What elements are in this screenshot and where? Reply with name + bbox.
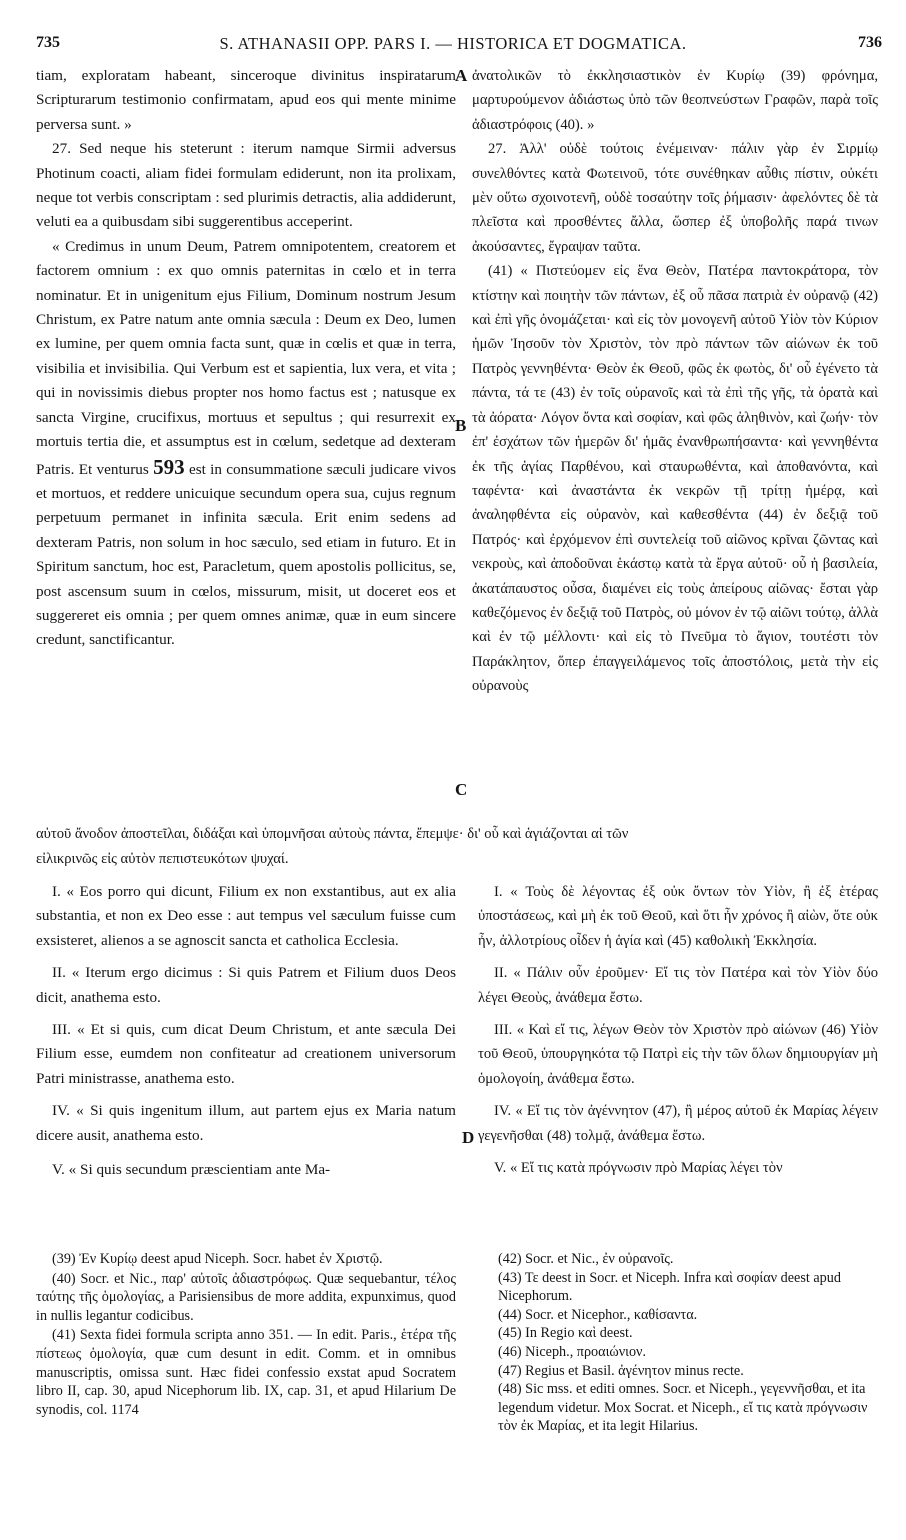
greek-anathema-2: II. « Πάλιν οὖν ἐροῦμεν· Εἴ τις τὸν Πατέρα καὶ τὸν Υἱὸν δύο λέγει Θεοὺς, ἀνάθεμα ἔστω.: [478, 965, 878, 1006]
page-header: [0, 34, 906, 60]
latin-creed: [36, 235, 456, 653]
footnote: (48) Sic mss. et editi omnes. Socr. et Niceph., γεγεννῆσθαι, et ita legendum videtur. Mox Socrat. et Niceph., εἴ τις κατὰ πρόγνωσιν τὸν ἐκ Μαρίας, et ita legit Hilarius.: [498, 1381, 868, 1435]
margin-marker-d: D: [462, 1128, 475, 1147]
greek-anathemas: [478, 880, 878, 1180]
running-title: S. ATHANASII OPP. PARS I. — HISTORICA ET DOGMATICA.: [219, 34, 687, 53]
greek-anathema-3: III. « Καὶ εἴ τις, λέγων Θεὸν τὸν Χριστὸν πρὸ αἰώνων (46) Υἱὸν τοῦ Θεοῦ, ὑπουργηκότα τῷ Πατρὶ εἰς τὴν τῶν ὅλων δημιουργίαν μὴ ὁμολογοίη, ἀνάθεμα ἔστω.: [478, 1022, 878, 1087]
footnote: (42) Socr. et Nic., ἐν οὐρανοῖς.: [498, 1251, 674, 1267]
greek-column-upper: [472, 64, 878, 699]
footnote: (43) Τε deest in Socr. et Niceph. Infra καὶ σοφίαν deest apud Nicephorum.: [498, 1269, 841, 1305]
latin-paragraph: tiam, exploratam habeant, sinceroque divinitus inspiratarum Scripturarum testimonio confirmatam, apud eos qui mente minime perversa sunt. »: [36, 67, 456, 133]
greek-creed: (41) « Πιστεύομεν εἰς ἕνα Θεὸν, Πατέρα παντοκράτορα, τὸν κτίστην καὶ ποιητὴν τῶν πάντων, ἐξ οὗ πᾶσα πατριὰ ἐν οὐρανῷ (42) καὶ ἐπὶ γῆς ὀνομάζεται· καὶ εἰς τὸν μονογενῆ αὐτοῦ Υἱὸν τὸν Κύριον ἡμῶν Ἰησοῦν τὸν Χριστὸν, τὸν πρὸ πάντων τῶν αἰώνων ἐκ τοῦ Πατρὸς γεννηθέντα· Θεὸν ἐκ Θεοῦ, φῶς ἐκ φωτὸς, δι' οὗ ἐγένετο τὰ πάντα, τά τε (43) ἐν τοῖς οὐρανοῖς καὶ τὰ ἐπὶ τῆς γῆς, τὰ ὁρατὰ καὶ τὰ ἀόρατα· Λόγον ὄντα καὶ σοφίαν, καὶ φῶς ἀληθινὸν, καὶ ζωήν· τὸν ἐπ' ἐσχάτων τῶν ἡμερῶν δι' ἡμᾶς ἐνανθρωπήσαντα· καὶ γεννηθέντα ἐκ τῆς ἁγίας Παρθένου, καὶ σταυρωθέντα, καὶ ἀποθανόντα, καὶ ταφέντα· καὶ ἀναστάντα ἐκ νεκρῶν τῇ τρίτῃ ἡμέρᾳ, καὶ ἀναληφθέντα εἰς οὐρανὸν, καὶ καθεσθέντα (44) ἐν δεξιᾷ τοῦ Πατρός· καὶ ἐρχόμενον ἐπὶ συντελείᾳ τοῦ αἰῶνος κρῖναι ζῶντας καὶ νεκροὺς, καὶ ἀποδοῦναι ἑκάστῳ κατὰ τὰ ἔργα αὐτοῦ· οὗ ἡ βασιλεία, ἀκατάπαυστος οὖσα, διαμένει εἰς τοὺς ἀπείρους αἰῶνας· ἔσται γὰρ καθεζόμενος ἐν δεξιᾷ τοῦ Πατρὸς, οὐ μόνον ἐν τῷ αἰῶνι τούτῳ, ἀλλὰ καὶ ἐν τῷ μέλλοντι· καὶ εἰς τὸ Πνεῦμα τὸ ἅγιον, τουτέστι τὸν Παράκλητον, ὅπερ ἐπαγγειλάμενος τοῖς ἀποστόλοις, μετὰ τὴν εἰς οὐρανοὺς: [472, 263, 878, 695]
latin-creed-text: est in consummatione sæculi judicare vivos et mortuos, et reddere unicuique secundum opera sua, cujus regnum perpetuum permanet in infinita sæcula. Erit enim sedens ad dexteram Patris, non solum in hoc sæculo, sed etiam in futuro. Et in Spiritum sanctum, hoc est, Paracletum, quem apostolis pollicitus, se, post ascensum suum in cœlos, missurum, misit, ut doceret eos et suggereret eis omnia ; per quem omnes animæ, quæ in eum sincere credunt, sanctificantur.: [36, 460, 456, 649]
greek-paragraph: 27. Ἀλλ' οὐδὲ τούτοις ἐνέμειναν· πάλιν γὰρ ἐν Σιρμίῳ συνελθόντες κατὰ Φωτεινοῦ, τότε συνέθηκαν αὖθις πίστιν, οὐκέτι μὲν οὕτω σχοινοτενῆ, οὐδὲ τοσαύτην τοῖς ῥήμασιν· ἀφελόντες δὲ τὰ πλεῖστα καὶ προσθέντες ἄλλα, ὥσπερ ἐξ ὑποβολῆς παρά τινων ἀκούσαντες, ἔγραψαν ταῦτα.: [472, 141, 878, 255]
footnote: (40) Socr. et Nic., παρ' αὐτοῖς ἀδιαστρόφως. Quæ sequebantur, τέλος ταύτης τῆς ὁμολογίας, a Parisiensibus de more addita, expunximus, quod in nullis legantur codicibus.: [36, 1270, 456, 1324]
greek-full-width-line: αὐτοῦ ἄνοδον ἀποστεῖλαι, διδάξαι καὶ ὑπομνῆσαι αὐτοὺς πάντα, ἔπεμψε· δι' οὗ καὶ ἁγιάζονται αἱ τῶν: [36, 826, 629, 842]
latin-anathemas: [36, 880, 456, 1182]
footnotes-left: [36, 1250, 456, 1420]
footnote: (39) Ἐν Κυρίῳ deest apud Niceph. Socr. habet ἐν Χριστῷ.: [52, 1251, 383, 1267]
greek-full-width-line: εἰλικρινῶς εἰς αὐτὸν πεπιστευκότων ψυχαί.: [36, 851, 289, 867]
margin-marker-b: B: [455, 416, 467, 435]
latin-creed-text: « Credimus in unum Deum, Patrem omnipotentem, creatorem et factorem omnium : ex quo omnis paternitas in cœlo et in terra nominatur. Et in unigenitum ejus Filium, Dominum nostrum Jesum Christum, ex Patre natum ante omnia sæcula : Deum ex Deo, lumen ex lumine, per quem omnia facta sunt, quæ in cœlis et quæ in terra, visibilia et invisibilia. Qui Verbum est et sapientia, lux vera, et vita ; qui in novissimis diebus propter nos homo factus est ; natusque ex sancta Virgine, crucifixus, mortuus et sepultus ; qui resurrexit ex mortuis tertia die, et assumptus est in cœlum, sedetque ad dexteram Patris. Et venturus: [36, 237, 456, 478]
column-number: 593: [153, 454, 185, 479]
footnotes-right: [498, 1250, 878, 1436]
footnote: (44) Socr. et Nicephor., καθίσαντα.: [498, 1306, 698, 1323]
greek-anathema-4: IV. « Εἴ τις τὸν ἀγέννητον (47), ἢ μέρος αὐτοῦ ἐκ Μαρίας λέγειν γεγενῆσθαι (48) τολμᾷ, ἀνάθεμα ἔστω.: [478, 1103, 878, 1144]
page-number-right: 736: [858, 34, 882, 51]
footnote: (41) Sexta fidei formula scripta anno 351. — In edit. Paris., ἑτέρα τῆς πίστεως ὁμολογία, quæ cum desunt in edit. Comm. et in omnibus manuscriptis, omissa sunt. Hæc fidei confessio exstat apud Socratem libro II, cap. 30, apud Nicephorum lib. IX, cap. 31, et apud Hilarium De synodis, col. 1174: [36, 1327, 456, 1418]
latin-anathema-2: II. « Iterum ergo dicimus : Si quis Patrem et Filium duos Deos dicit, anathema esto.: [36, 964, 456, 1006]
latin-anathema-4: IV. « Si quis ingenitum illum, aut partem ejus ex Maria natum dicere ausit, anathema esto.: [36, 1102, 456, 1144]
footnote: (47) Regius et Basil. ἀγένητον minus recte.: [498, 1362, 744, 1379]
greek-paragraph: ἀνατολικῶν τὸ ἐκκλησιαστικὸν ἐν Κυρίῳ (39) φρόνημα, μαρτυρούμενον ἀδιάστως ὑπὸ τῶν θεοπνεύστων Γραφῶν, παρὰ τοῖς ἀδιαστρόφοις (40). »: [472, 68, 878, 133]
latin-anathema-5: V. « Si quis secundum præscientiam ante Ma-: [52, 1161, 331, 1179]
greek-anathema-1: I. « Τοὺς δὲ λέγοντας ἐξ οὐκ ὄντων τὸν Υἱὸν, ἢ ἐξ ἑτέρας ὑποστάσεως, καὶ μὴ ἐκ τοῦ Θεοῦ, καὶ ὅτι ἦν χρόνος ἢ αἰὼν, ὅτε οὐκ ἦν, ἀλλοτρίους οἶδεν ἡ ἁγία καὶ (45) καθολικὴ Ἐκκλησία.: [478, 884, 878, 949]
margin-marker-c: C: [455, 780, 468, 799]
footnote: (45) In Regio καὶ deest.: [498, 1325, 633, 1342]
footnote: (46) Niceph., προαιώνιον.: [498, 1343, 647, 1360]
latin-paragraph: 27. Sed neque his steterunt : iterum namque Sirmii adversus Photinum coacti, aliam fidei formulam ediderunt, non ita prolixam, neque tot verbis conscriptam : sed plurimis detractis, alia addiderunt, veluti ea a quibusdam sibi suggerentibus acceperint.: [36, 140, 456, 231]
greek-anathema-5: V. « Εἴ τις κατὰ πρόγνωσιν πρὸ Μαρίας λέγει τὸν: [494, 1160, 783, 1177]
latin-anathema-1: I. « Eos porro qui dicunt, Filium ex non exstantibus, aut ex alia substantia, et non ex Deo esse : aut tempus vel sæculum fuisse cum exsisteret, alienos a se agnoscit sancta et catholica Ecclesia.: [36, 883, 456, 949]
page-number-left: 735: [36, 34, 60, 51]
latin-column-upper: [36, 64, 456, 653]
latin-anathema-3: III. « Et si quis, cum dicat Deum Christum, et ante sæcula Dei Filium esse, eumdem non confiteatur ad creationem universorum Patri ministrasse, anathema esto.: [36, 1021, 456, 1087]
margin-marker-a: A: [455, 66, 468, 85]
